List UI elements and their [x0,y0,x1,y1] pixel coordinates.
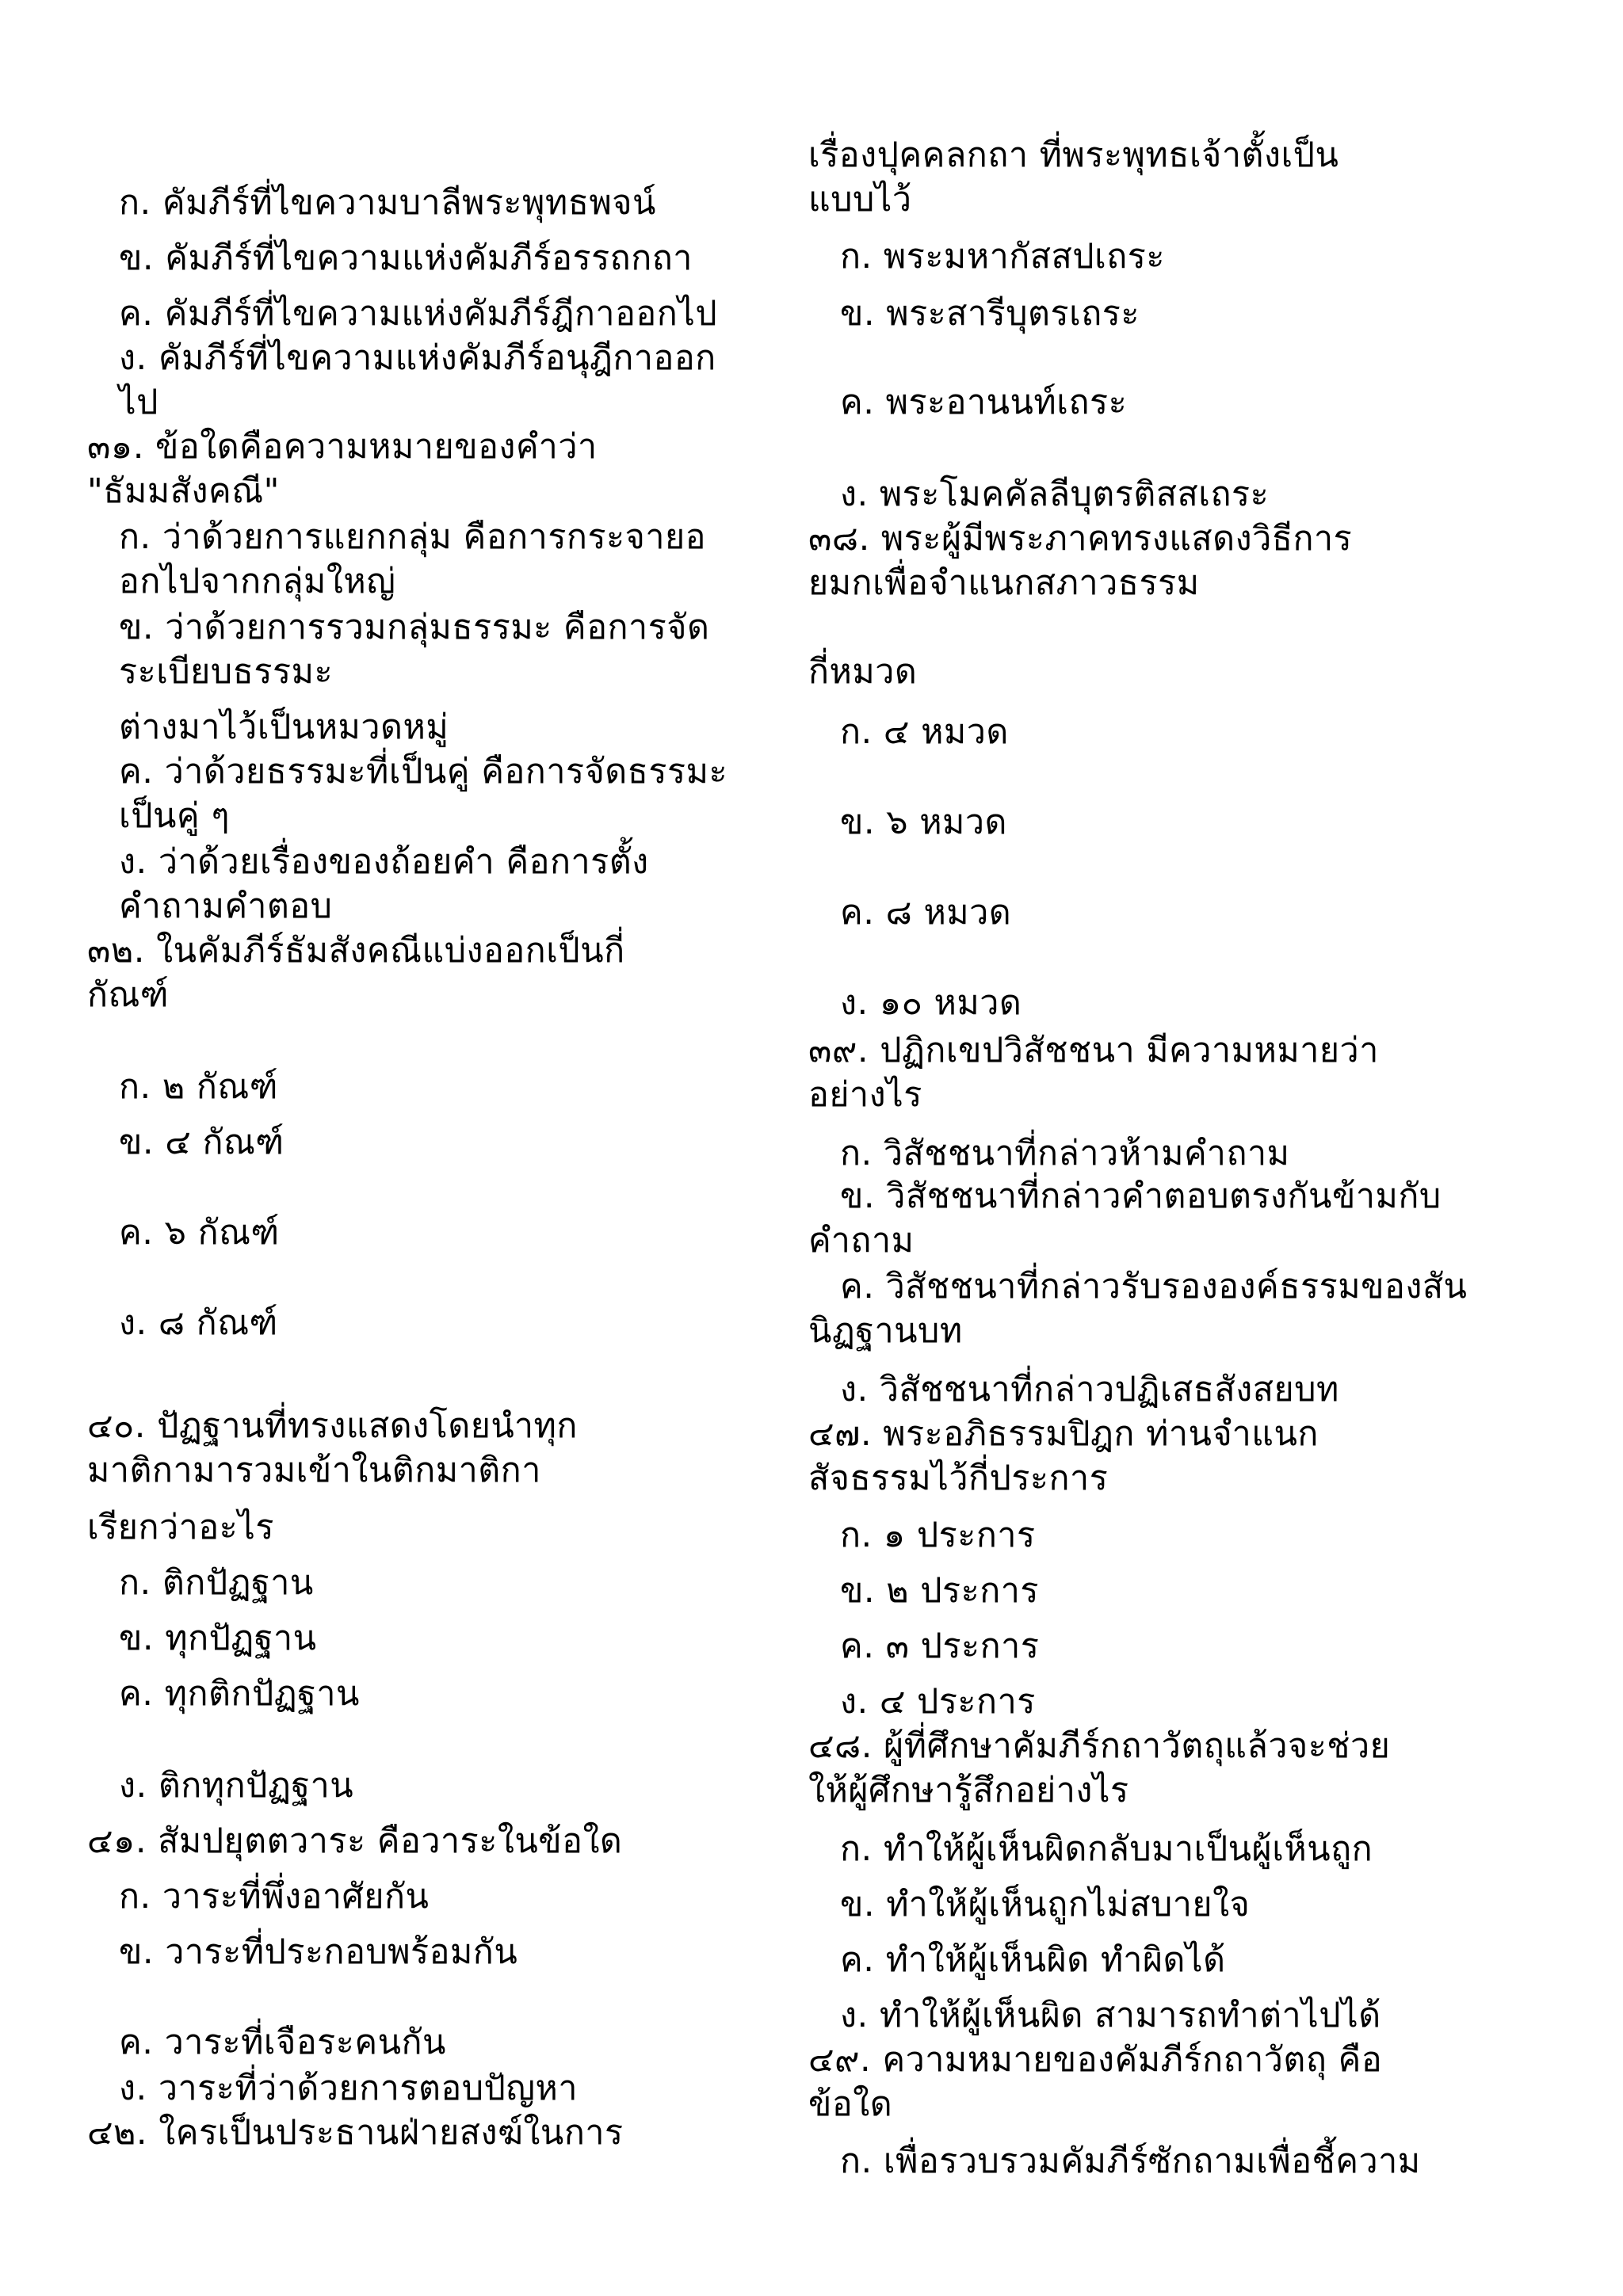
question-line: "ธัมมสังคณี" [87,471,280,511]
answer-option-line: ก. ว่าด้วยการแยกกลุ่ม คือการกระจายอ [119,517,707,557]
answer-option-line: ข. คัมภีร์ที่ไขความแห่งคัมภีร์อรรถกถา [119,238,693,278]
answer-option-line: ข. ว่าด้วยการรวมกลุ่มธรรมะ คือการจัด [119,608,710,647]
answer-option-line: ก. คัมภีร์ที่ไขความบาลีพระพุทธพจน์ [119,183,656,223]
answer-option-line: ข. ๔ กัณฑ์ [119,1123,285,1162]
question-line: แบบไว้ [808,180,912,219]
answer-option-line: ระเบียบธรรมะ [119,652,334,692]
answer-option-line: ค. ๓ ประการ [840,1627,1040,1666]
answer-option-line: ง. วิสัชชนาที่กล่าวปฏิเสธสังสยบท [840,1370,1339,1409]
answer-option-line: ง. ๑๐ หมวด [840,983,1022,1023]
answer-option-line: ค. พระอานนท์เถระ [840,383,1128,422]
answer-option-line: ง. ทำให้ผู้เห็นผิด สามารถทำต่าไปได้ [840,1996,1381,2035]
question-line: ๔๐. ปัฏฐานที่ทรงแสดงโดยนำทุก [87,1406,578,1446]
answer-option-line: ก. ๑ ประการ [840,1516,1036,1555]
answer-option-line: ค. ทำให้ผู้เห็นผิด ทำผิดได้ [840,1940,1226,1980]
answer-option-line: ต่างมาไว้เป็นหมวดหมู่ [119,707,449,747]
question-line: กี่หมวด [808,652,918,692]
answer-option-line: ง. ๔ ประการ [840,1682,1036,1722]
answer-option-line: นิฏฐานบท [808,1311,963,1351]
answer-option-line: ค. วาระที่เจือระคนกัน [119,2023,446,2062]
question-line: ๓๒. ในคัมภีร์ธัมสังคณีแบ่งออกเป็นกี่ [87,931,625,971]
answer-option-line: ค. คัมภีร์ที่ไขความแห่งคัมภีร์ฎีกาออกไป [119,294,718,334]
question-line: ยมกเพื่อจำแนกสภาวธรรม [808,563,1200,603]
answer-option-line: ข. พระสารีบุตรเถระ [840,294,1140,334]
answer-option-line: ค. วิสัชชนาที่กล่าวรับรององค์ธรรมของสัน [840,1267,1468,1306]
question-line: ๓๑. ข้อใดคือความหมายของคำว่า [87,427,598,467]
answer-option-line: ง. ว่าด้วยเรื่องของถ้อยคำ คือการตั้ง [119,842,649,882]
question-line: ๓๙. ปฏิกเขปวิสัชชนา มีความหมายว่า [808,1031,1379,1070]
answer-option-line: ก. ติกปัฏฐาน [119,1563,314,1603]
answer-option-line: ก. ทำให้ผู้เห็นผิดกลับมาเป็นผู้เห็นถูก [840,1829,1373,1869]
question-line: ๔๗. พระอภิธรรมปิฎก ท่านจำแนก [808,1414,1319,1454]
answer-option-line: คำถาม [808,1221,915,1261]
question-line: ๔๑. สัมปยุตตวาระ คือวาระในข้อใด [87,1821,623,1861]
answer-option-line: ง. คัมภีร์ที่ไขความแห่งคัมภีร์อนุฎีกาออก [119,338,716,378]
answer-option-line: เป็นคู่ ๆ [119,796,230,836]
answer-option-line: ก. ๔ หมวด [840,712,1009,752]
answer-option-line: ง. ๘ กัณฑ์ [119,1303,278,1343]
question-line: ๔๘. ผู้ที่ศึกษาคัมภีร์กถาวัตถุแล้วจะช่วย [808,1726,1391,1766]
answer-option-line: ค. ทุกติกปัฏฐาน [119,1674,360,1714]
answer-option-line: ข. ๖ หมวด [840,803,1007,842]
answer-option-line: ข. ทำให้ผู้เห็นถูกไม่สบายใจ [840,1885,1251,1924]
question-line: ๔๒. ใครเป็นประธานฝ่ายสงฆ์ในการ [87,2113,624,2153]
answer-option-line: ก. วิสัชชนาที่กล่าวห้ามคำถาม [840,1134,1290,1173]
answer-option-line: ง. ติกทุกปัฏฐาน [119,1766,354,1806]
answer-option-line: ง. วาระที่ว่าด้วยการตอบปัญหา [119,2069,578,2108]
answer-option-line: ข. วาระที่ประกอบพร้อมกัน [119,1932,518,1972]
question-line: มาติกามารวมเข้าในติกมาติกา [87,1451,541,1490]
answer-option-line: ข. ทุกปัฏฐาน [119,1619,317,1658]
question-line: สัจธรรมไว้กี่ประการ [808,1459,1109,1498]
question-line: อย่างไร [808,1075,922,1115]
question-line: ๓๘. พระผู้มีพระภาคทรงแสดงวิธีการ [808,519,1353,559]
answer-option-line: ค. ๖ กัณฑ์ [119,1213,280,1253]
answer-option-line: ง. พระโมคคัลลีบุตรติสสเถระ [840,475,1270,514]
answer-option-line: ก. วาระที่พึ่งอาศัยกัน [119,1877,430,1917]
question-line: ๔๙. ความหมายของคัมภีร์กถาวัตถุ คือ [808,2040,1383,2080]
answer-option-line: ก. ๒ กัณฑ์ [119,1067,279,1107]
answer-option-line: อกไปจากกลุ่มใหญ่ [119,562,396,601]
answer-option-line: ค. ว่าด้วยธรรมะที่เป็นคู่ คือการจัดธรรมะ [119,752,728,791]
question-line: ให้ผู้ศึกษารู้สึกอย่างไร [808,1771,1129,1810]
question-line: เรียกว่าอะไร [87,1508,274,1547]
answer-option-line: ค. ๘ หมวด [840,893,1012,933]
question-line: กัณฑ์ [87,975,170,1015]
question-line: ข้อใด [808,2084,893,2124]
answer-option-line: คำถามคำตอบ [119,887,333,926]
answer-option-line: ก. เพื่อรวบรวมคัมภีร์ซักถามเพื่อชี้ความ [840,2142,1421,2181]
answer-option-line: ไป [119,383,158,422]
question-line: เรื่องปุคคลกถา ที่พระพุทธเจ้าตั้งเป็น [808,135,1339,175]
answer-option-line: ข. วิสัชชนาที่กล่าวคำตอบตรงกันข้ามกับ [840,1177,1442,1216]
answer-option-line: ข. ๒ ประการ [840,1571,1040,1611]
answer-option-line: ก. พระมหากัสสปเถระ [840,237,1165,277]
